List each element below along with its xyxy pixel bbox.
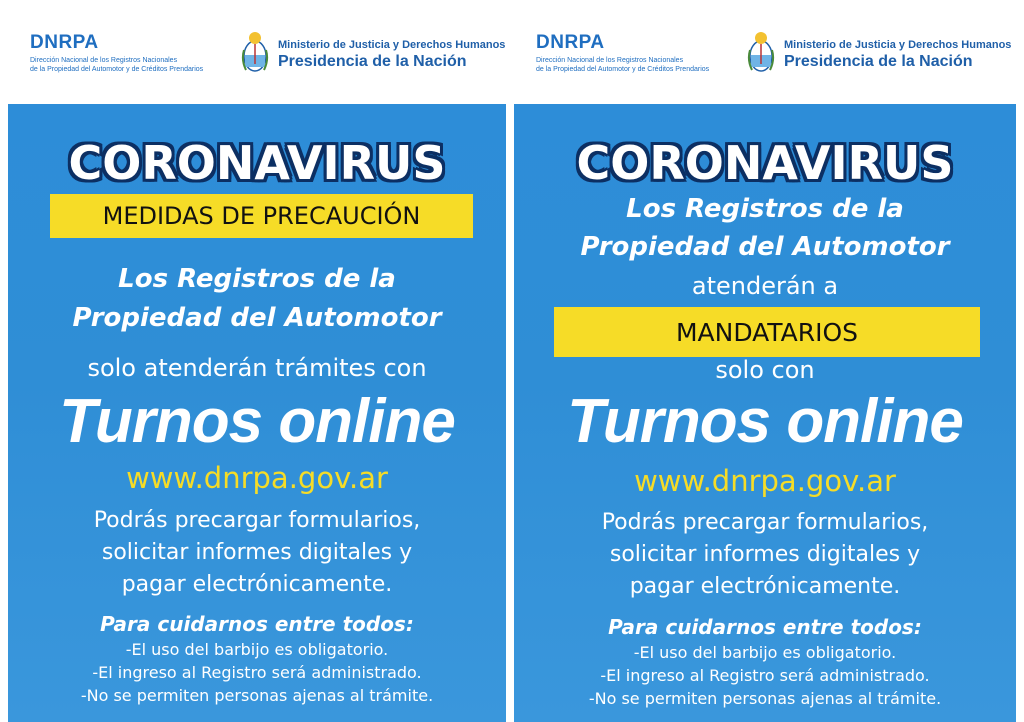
body-line: solicitar informes digitales y (609, 542, 921, 567)
subtitle-line: Propiedad del Automotor (72, 303, 442, 333)
poster-panel (514, 104, 1016, 722)
info-line: solo con (715, 356, 815, 384)
logo-sub-line: de la Propiedad del Automotor y de Créditos Prendarios (536, 66, 710, 73)
website-url[interactable]: www.dnrpa.gov.ar (634, 464, 896, 498)
care-item: -El ingreso al Registro será administrado. (600, 666, 930, 685)
dnrpa-logo-subtitle (30, 56, 240, 74)
info-line: atenderán a (691, 272, 839, 300)
care-item: -El ingreso al Registro será administrado. (92, 663, 422, 682)
ministry-name: Ministerio de Justicia y Derechos Humanos (784, 39, 1012, 51)
highlight-banner (554, 307, 980, 357)
subtitle-line: Propiedad del Automotor (580, 232, 950, 262)
highlight-text: MANDATARIOS (675, 317, 859, 347)
poster-title: CORONAVIRUS (68, 136, 446, 190)
ministry-name: Ministerio de Justicia y Derechos Humanos (278, 39, 506, 51)
website-url[interactable]: www.dnrpa.gov.ar (126, 461, 388, 495)
poster-mandatarios (514, 0, 1016, 722)
care-item: -No se permiten personas ajenas al trámite. (80, 686, 434, 705)
national-seal-icon (746, 30, 776, 76)
highlight-banner (50, 194, 473, 238)
poster-header (8, 0, 506, 104)
body-line: pagar electrónicamente. (121, 572, 393, 597)
body-line: pagar electrónicamente. (629, 574, 901, 599)
presidencia-name: Presidencia de la Nación (278, 53, 467, 70)
poster-precaution (8, 0, 506, 722)
turnos-online: Turnos online (567, 387, 963, 456)
care-heading: Para cuidarnos entre todos: (100, 612, 414, 636)
subtitle-line: Los Registros de la (118, 264, 396, 294)
body-line: Podrás precargar formularios, (601, 510, 929, 535)
national-seal-icon (240, 30, 270, 76)
dnrpa-logo: DNRPA (536, 32, 605, 53)
poster-title: CORONAVIRUS (576, 136, 954, 190)
logo-sub-line: Dirección Nacional de los Registros Nacionales (30, 57, 178, 64)
body-line: Podrás precargar formularios, (93, 508, 421, 533)
body-line: solicitar informes digitales y (101, 540, 413, 565)
dnrpa-logo: DNRPA (30, 32, 99, 53)
care-item: -El uso del barbijo es obligatorio. (633, 643, 897, 662)
poster-header (514, 0, 1016, 104)
care-heading: Para cuidarnos entre todos: (608, 615, 922, 639)
turnos-online: Turnos online (59, 387, 455, 456)
logo-sub-line: Dirección Nacional de los Registros Nacionales (536, 57, 684, 64)
highlight-text: MEDIDAS DE PRECAUCIÓN (102, 202, 421, 230)
care-item: -El uso del barbijo es obligatorio. (125, 640, 389, 659)
presidencia-name: Presidencia de la Nación (784, 53, 973, 70)
poster-panel (8, 104, 506, 722)
info-line: solo atenderán trámites con (87, 354, 427, 382)
care-item: -No se permiten personas ajenas al trámite. (588, 689, 942, 708)
subtitle-line: Los Registros de la (626, 194, 904, 224)
logo-sub-line: de la Propiedad del Automotor y de Créditos Prendarios (30, 66, 204, 73)
dnrpa-logo-subtitle (536, 56, 746, 74)
